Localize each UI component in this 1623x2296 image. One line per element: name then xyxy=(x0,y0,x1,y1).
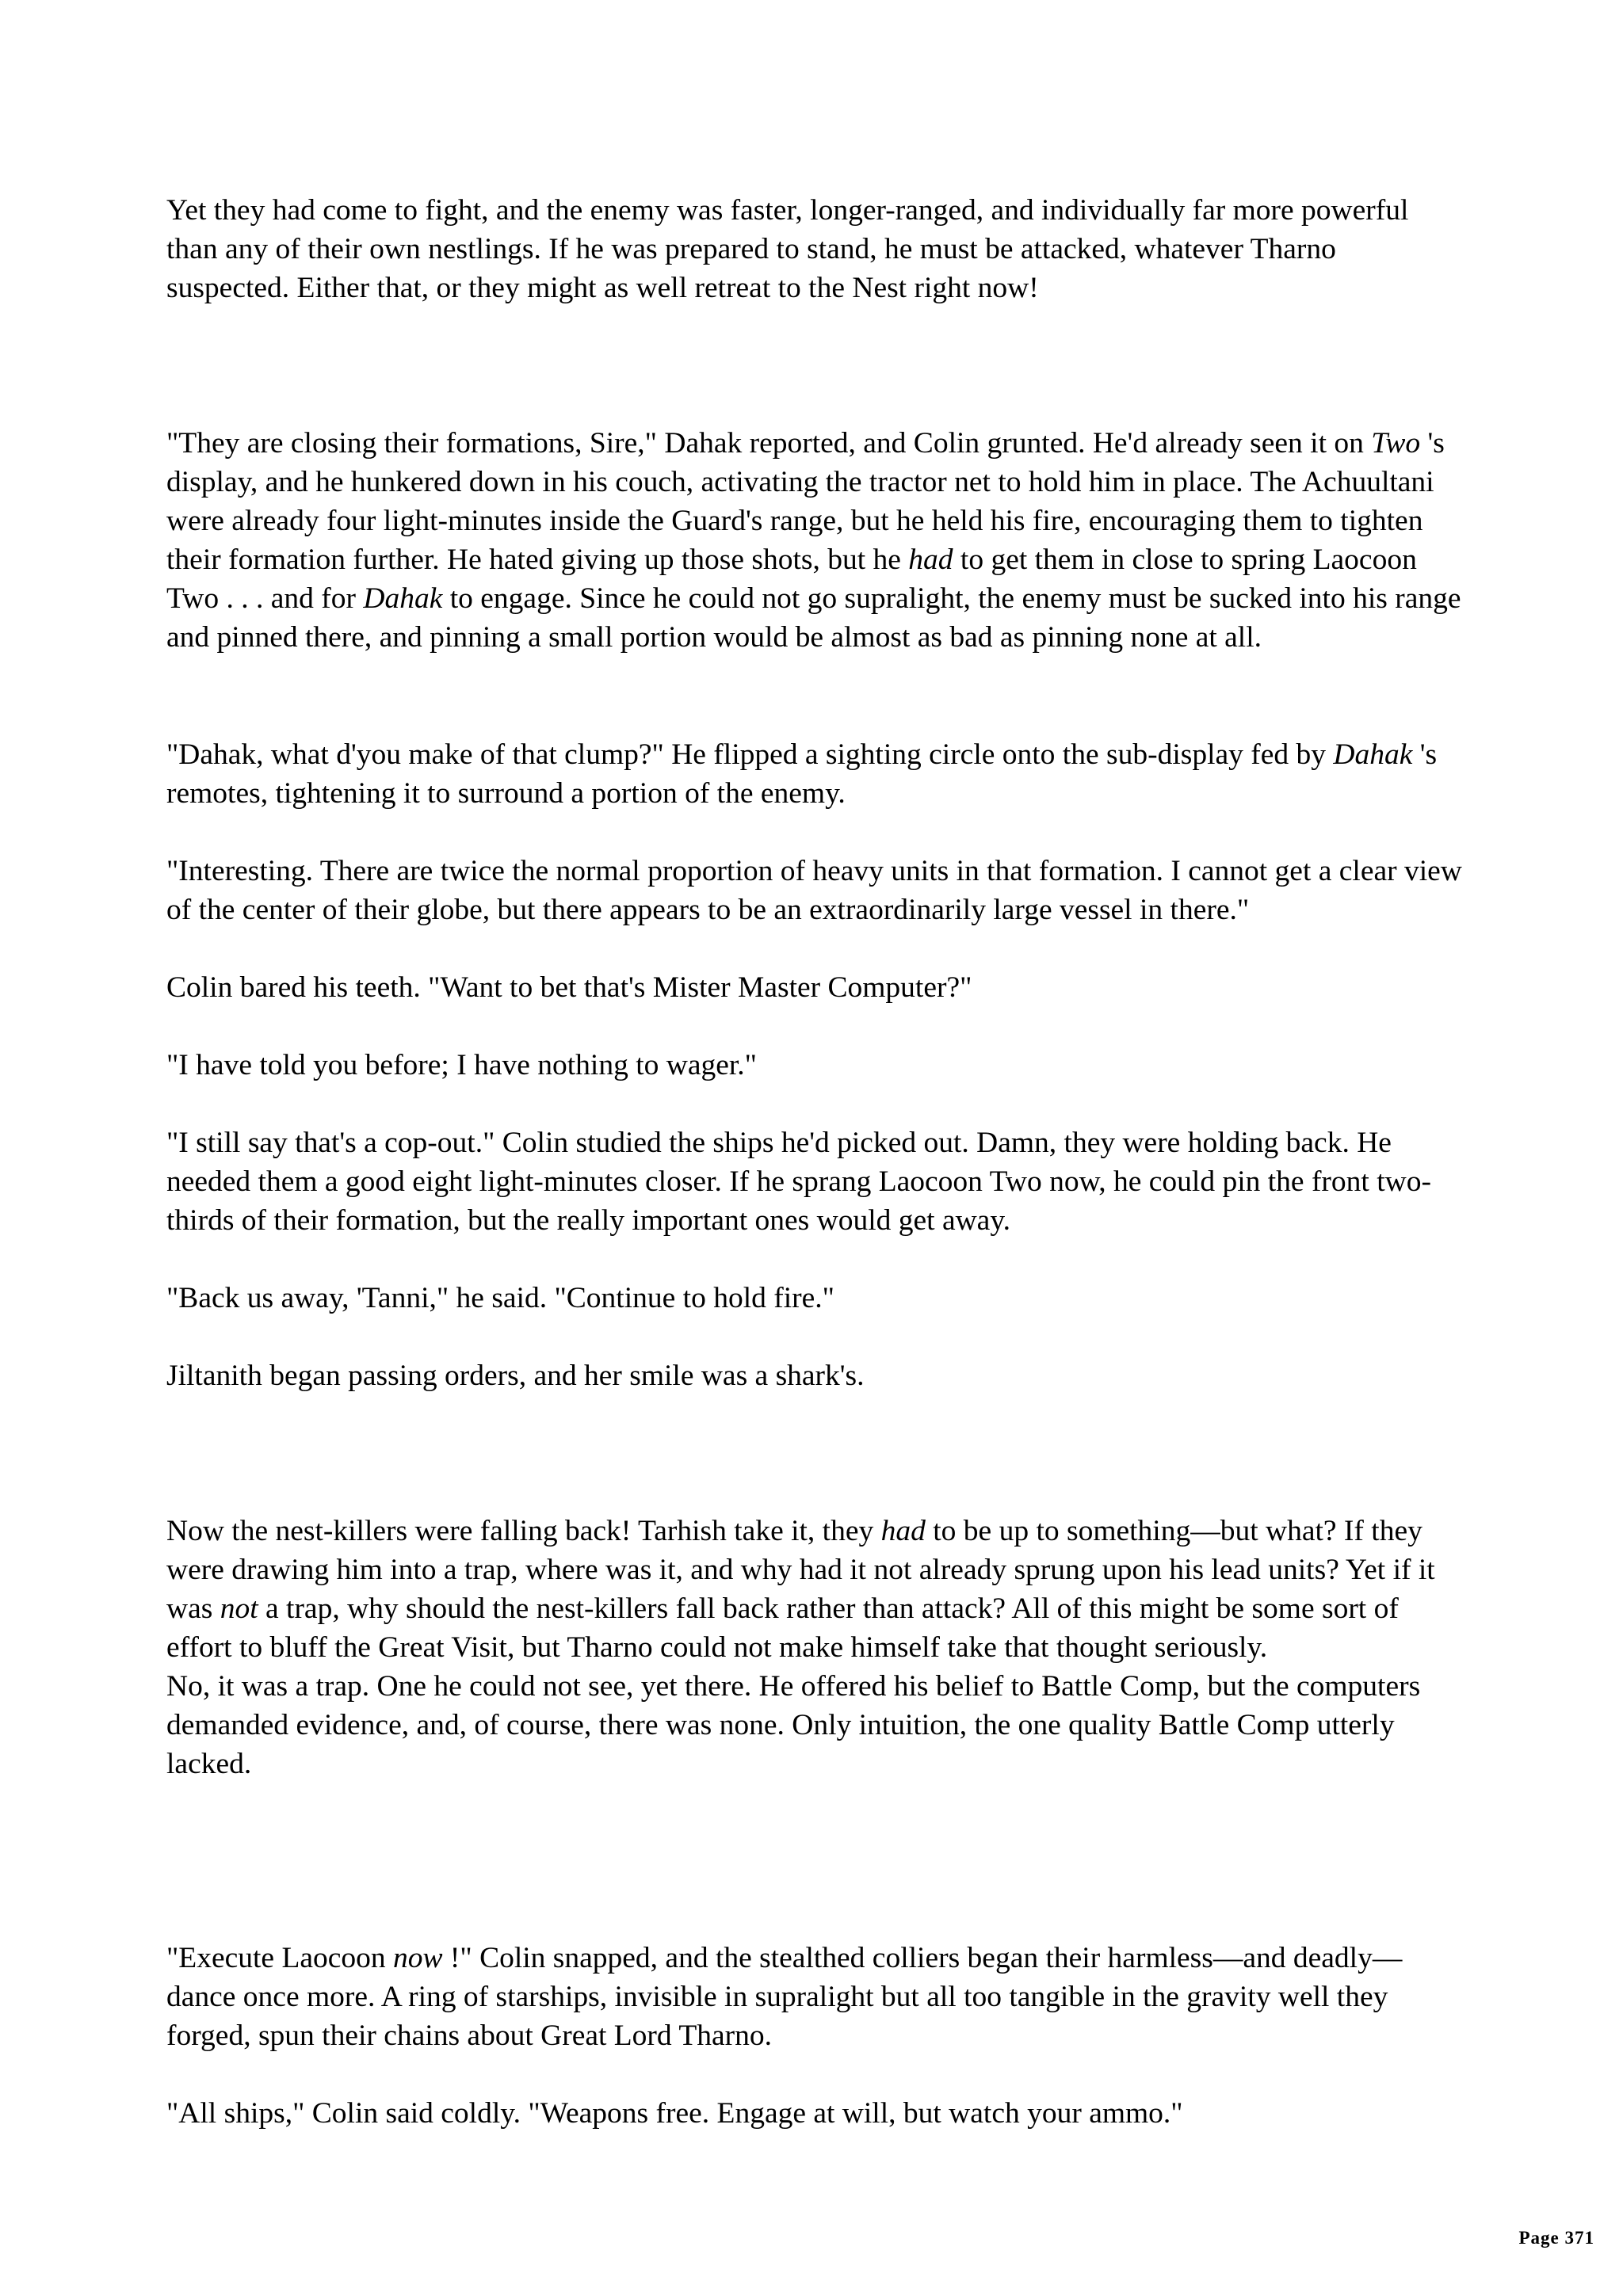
paragraph-12 xyxy=(166,1939,1466,2055)
paragraph-13 xyxy=(166,2094,1466,2133)
italic-text: had xyxy=(880,1515,926,1547)
paragraph-text: "I have told you before; I have nothing to wager." xyxy=(166,1049,757,1081)
italic-text: Dahak xyxy=(1333,738,1413,771)
paragraph-text: 's display, and he hunkered down in his couch, activating the tractor net to hold him in place. The Achuultani were already four light-minutes inside the Guard's range, but he held his fire, encouraging them to tighten their formation further. He hated giving up those shots, but he xyxy=(166,427,1445,576)
paragraph-8 xyxy=(166,1279,1466,1318)
paragraph-5 xyxy=(166,968,1466,1007)
italic-text: had xyxy=(908,543,953,576)
paragraph-text: 's remotes, tightening it to surround a portion of the enemy. xyxy=(166,738,1438,810)
paragraph-text: Now the nest-killers were falling back! Tarhish take it, they xyxy=(166,1515,881,1547)
paragraph-text: to engage. Since he could not go supralight, the enemy must be sucked into his range and pinned there, and pinning a small portion would be almost as bad as pinning none at all. xyxy=(166,582,1461,654)
italic-text: now xyxy=(393,1942,443,1974)
paragraph-text: "They are closing their formations, Sire," Dahak reported, and Colin grunted. He'd already seen it on xyxy=(166,427,1372,460)
paragraph-text: !" Colin snapped, and the stealthed colliers began their harmless—and deadly—dance once more. A ring of starships, invisible in supralight but all too tangible in the gravity well they forged, spun their chains about Great Lord Tharno. xyxy=(166,1942,1403,2052)
paragraph-4 xyxy=(166,852,1466,929)
page-number: Page 371 xyxy=(1518,2228,1594,2248)
paragraph-text: Colin bared his teeth. "Want to bet that's Mister Master Computer?" xyxy=(166,971,972,1004)
paragraph-6 xyxy=(166,1046,1466,1085)
paragraph-text: "Dahak, what d'you make of that clump?" He flipped a sighting circle onto the sub-display fed by xyxy=(166,738,1334,771)
paragraph-10 xyxy=(166,1512,1466,1667)
paragraph-text: "All ships," Colin said coldly. "Weapons free. Engage at will, but watch your ammo." xyxy=(166,2097,1183,2130)
paragraph-text: "I still say that's a cop-out." Colin studied the ships he'd picked out. Damn, they were holding back. He needed them a good eight light-minutes closer. If he sprang Laocoon Two now, he could pin the front two-thirds of their formation, but the really important ones would get away. xyxy=(166,1127,1431,1237)
paragraph-text: to be up to something—but what? If they were drawing him into a trap, where was it, and why had it not already sprung upon his lead units? Yet if it was xyxy=(166,1515,1435,1625)
italic-text: not xyxy=(220,1592,258,1625)
paragraph-9 xyxy=(166,1356,1466,1395)
paragraph-7 xyxy=(166,1123,1466,1240)
paragraph-text: No, it was a trap. One he could not see, yet there. He offered his belief to Battle Comp, but the computers demanded evidence, and, of course, there was none. Only intuition, the one quality Battle Comp utterly lacked. xyxy=(166,1670,1421,1780)
paragraph-text: Jiltanith began passing orders, and her smile was a shark's. xyxy=(166,1360,865,1392)
paragraph-text: a trap, why should the nest-killers fall back rather than attack? All of this might be some sort of effort to bluff the Great Visit, but Tharno could not make himself take that thought seriously. xyxy=(166,1592,1399,1664)
italic-text: Dahak xyxy=(363,582,443,615)
paragraph-1 xyxy=(166,191,1466,307)
paragraph-2 xyxy=(166,424,1466,657)
italic-text: Two xyxy=(1371,427,1421,460)
paragraph-text: "Interesting. There are twice the normal proportion of heavy units in that formation. I cannot get a clear view of the center of their globe, but there appears to be an extraordinarily large vessel in there." xyxy=(166,855,1462,926)
paragraph-3 xyxy=(166,735,1466,813)
paragraph-text: "Back us away, 'Tanni," he said. "Continue to hold fire." xyxy=(166,1282,834,1314)
paragraph-text: to get them in close to spring Laocoon Two . . . and for xyxy=(166,543,1417,615)
paragraph-11 xyxy=(166,1667,1466,1783)
paragraph-text: "Execute Laocoon xyxy=(166,1942,394,1974)
paragraph-text: Yet they had come to fight, and the enemy was faster, longer-ranged, and individually far more powerful than any of their own nestlings. If he was prepared to stand, he must be attacked, whatever Tharno suspected. Either that, or they might as well retreat to the Nest right now! xyxy=(166,194,1409,304)
